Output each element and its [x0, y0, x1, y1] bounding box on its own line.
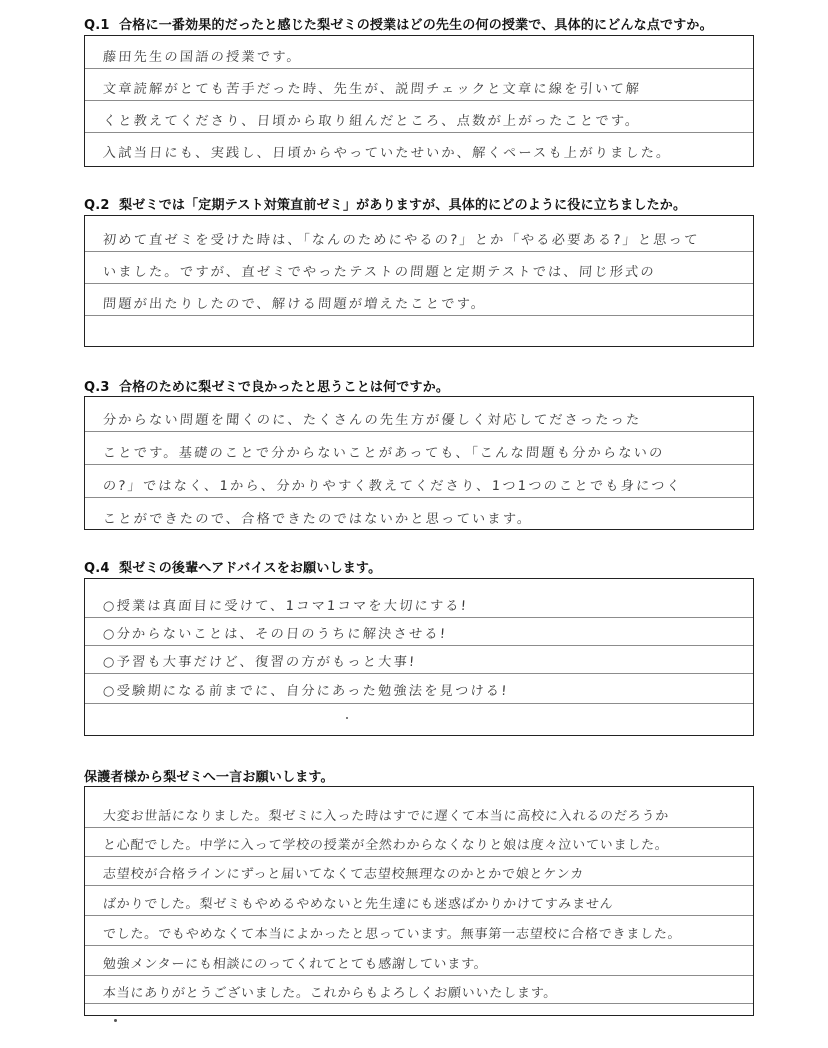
ruled-line	[85, 251, 753, 252]
q3-answer-line: 分からない問題を聞くのに、たくさんの先生方が優しく対応してださったった	[102, 413, 642, 428]
q2-answer-line: いました。ですが、直ゼミでやったテストの問題と定期テストでは、同じ形式の	[102, 265, 657, 280]
ruled-line	[85, 915, 753, 916]
q2-text: 梨ゼミでは「定期テスト対策直前ゼミ」がありますが、具体的にどのように役に立ちましたか。	[119, 198, 687, 213]
q2-answer-line: 問題が出たりしたので、解ける問題が増えたことです。	[102, 297, 487, 312]
ruled-line	[85, 975, 753, 976]
guardian-answer-line: でした。でもやめなくて本当によかったと思っています。無事第一志望校に合格できました。	[102, 927, 682, 942]
q2-heading	[84, 194, 686, 213]
ruled-line	[85, 100, 753, 101]
q4-answer-line: ○予習も大事だけど、復習の方がもっと大事!	[102, 655, 417, 670]
ruled-line	[85, 885, 753, 886]
q1-answer-line: くと教えてくださり、日頃から取り組んだところ、点数が上がったことです。	[102, 114, 641, 129]
q3-text: 合格のために梨ゼミで良かったと思うことは何ですか。	[119, 380, 450, 395]
ruled-line	[85, 68, 753, 69]
ruled-line	[85, 132, 753, 133]
guardian-answer-line: 勉強メンターにも相談にのってくれてとても感謝しています。	[102, 957, 489, 972]
ruled-line	[85, 645, 753, 646]
guardian-answer-line: ばかりでした。梨ゼミもやめるやめないと先生達にも迷惑ばかりかけてすみません	[102, 897, 614, 912]
q3-answer-box	[84, 396, 754, 530]
guardian-answer-line: 志望校が合格ラインにずっと届いてなくて志望校無理なのかとかで娘とケンカ	[102, 867, 585, 882]
q1-heading	[84, 14, 713, 33]
ruled-line	[85, 315, 753, 316]
ruled-line	[85, 673, 753, 674]
q4-answer-line: ○受験期になる前までに、自分にあった勉強法を見つける!	[102, 684, 510, 699]
q3-answer-line: ことです。基礎のことで分からないことがあっても、「こんな問題も分からないの	[102, 446, 665, 461]
scan-speck	[346, 717, 348, 719]
q1-text: 合格に一番効果的だったと感じた梨ゼミの授業はどの先生の何の授業で、具体的にどんな点ですか。	[119, 18, 713, 33]
q3-heading	[84, 376, 449, 395]
guardian-answer-line: 本当にありがとうございました。これからもよろしくお願いいたします。	[102, 986, 558, 1001]
q3-answer-line: ことができたので、合格できたのではないかと思っています。	[102, 512, 533, 527]
q2-answer-box	[84, 215, 754, 347]
ruled-line	[85, 856, 753, 857]
q2-answer-line: 初めて直ゼミを受けた時は、「なんのためにやるの?」とか「やる必要ある?」と思って	[102, 233, 700, 248]
q1-answer-line: 藤田先生の国語の授業です。	[102, 50, 303, 65]
ruled-line	[85, 497, 753, 498]
scan-speck	[114, 1019, 117, 1022]
ruled-line	[85, 703, 753, 704]
q4-text: 梨ゼミの後輩へアドバイスをお願いします。	[119, 561, 382, 576]
ruled-line	[85, 945, 753, 946]
ruled-line	[85, 617, 753, 618]
guardian-answer-box	[84, 786, 754, 1016]
q1-answer-line: 文章読解がとても苦手だった時、先生が、説問チェックと文章に線を引いて解	[102, 82, 642, 97]
ruled-line	[85, 464, 753, 465]
guardian-heading: 保護者様から梨ゼミへ一言お願いします。	[84, 770, 334, 785]
q4-answer-box	[84, 578, 754, 736]
q1-label: Q.1	[84, 18, 110, 33]
ruled-line	[85, 827, 753, 828]
q4-answer-line: ○分からないことは、その日のうちに解決させる!	[102, 627, 448, 642]
ruled-line	[85, 283, 753, 284]
q2-label: Q.2	[84, 198, 110, 213]
q4-answer-line: ○授業は真面目に受けて、1コマ1コマを大切にする!	[102, 599, 469, 614]
guardian-answer-line: と心配でした。中学に入って学校の授業が全然わからなくなりと娘は度々泣いていました。	[102, 838, 670, 853]
q4-label: Q.4	[84, 561, 110, 576]
q1-answer-line: 入試当日にも、実践し、日頃からやっていたせいか、解くペースも上がりました。	[102, 146, 673, 161]
guardian-answer-line: 大変お世話になりました。梨ゼミに入った時はすでに遅くて本当に高校に入れるのだろうか	[102, 809, 670, 824]
q1-answer-box	[84, 35, 754, 167]
ruled-line	[85, 431, 753, 432]
q4-heading	[84, 557, 381, 576]
ruled-line	[85, 1003, 753, 1004]
q3-answer-line: の?」ではなく、1から、分かりやすく教えてくださり、1つ1つのことでも身につく	[102, 479, 683, 494]
q3-label: Q.3	[84, 380, 110, 395]
